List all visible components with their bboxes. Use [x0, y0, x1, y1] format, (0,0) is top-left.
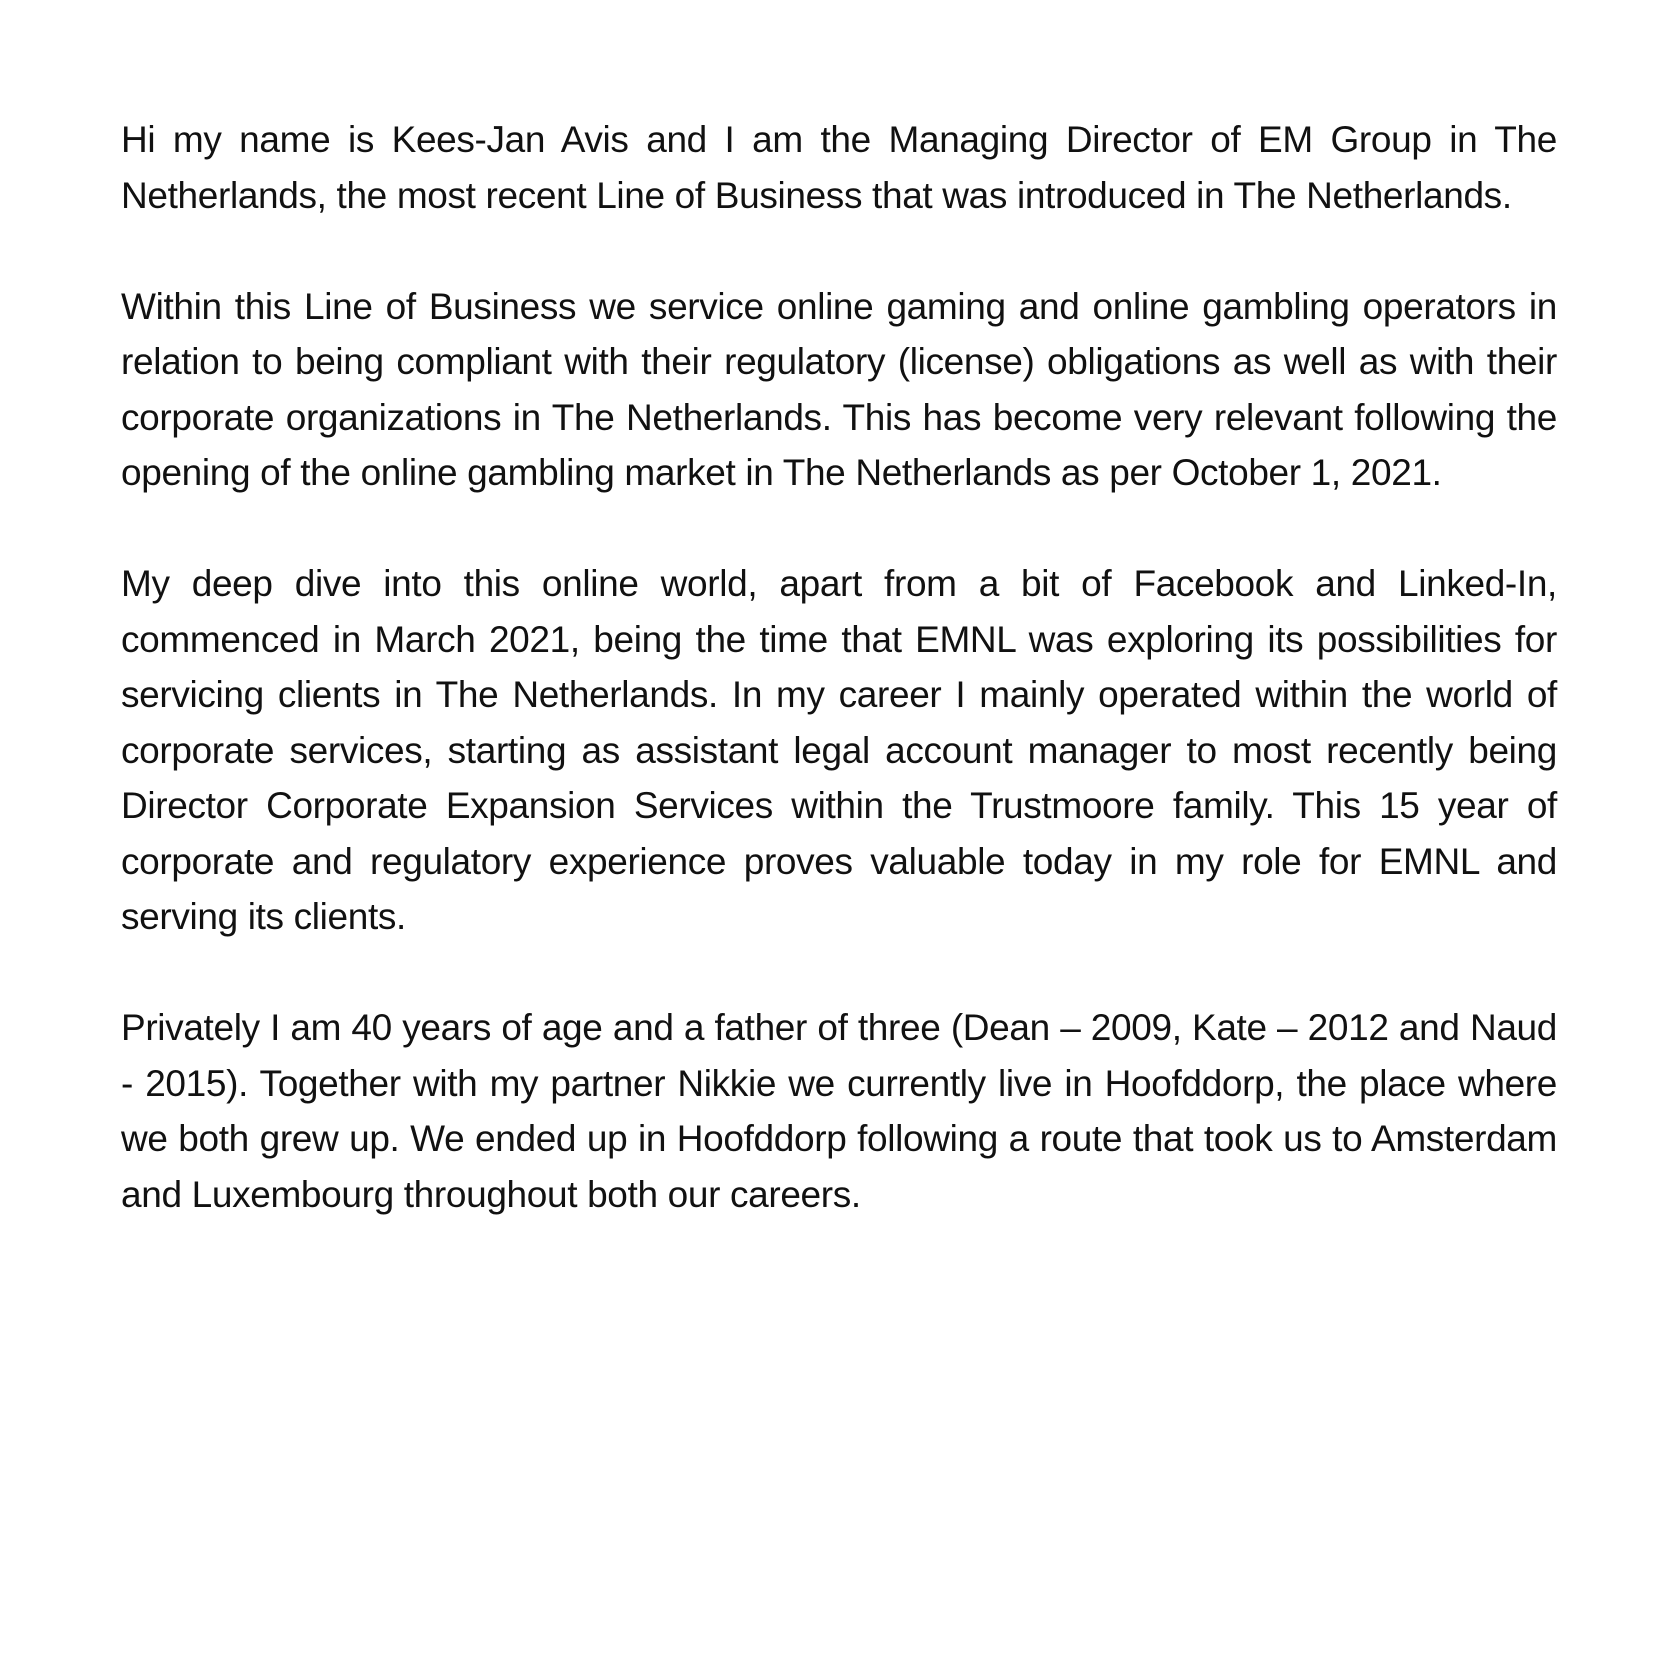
paragraph-private: Privately I am 40 years of age and a father of three (Dean – 2009, Kate – 2012 and Naud - 2015). Together with my partner Nikkie we currently live in Hoofddorp, the place where we both grew up. We ended up in Hoofddorp following a route that took us to Amsterdam and Luxembourg throughout both our careers. — [121, 1007, 1557, 1215]
paragraph-intro: Hi my name is Kees-Jan Avis and I am the Managing Director of EM Group in The Netherlands, the most recent Line of Business that was introduced in The Netherlands. — [121, 119, 1557, 216]
paragraph-line-of-business: Within this Line of Business we service online gaming and online gambling operators in relation to being compliant with their regulatory (license) obligations as well as with their corporate organizations in The Netherlands. This has become very relevant following the opening of the online gambling market in The Netherlands as per October 1, 2021. — [121, 285, 1557, 493]
paragraph-career: My deep dive into this online world, apart from a bit of Facebook and Linked-In, commenced in March 2021, being the time that EMNL was exploring its possibilities for servicing clients in The Netherlands. In my career I mainly operated within the world of corporate services, starting as assistant legal account manager to most recently being Director Corporate Expansion Services within the Trustmoore family. This 15 year of corporate and regulatory experience proves valuable today in my role for EMNL and serving its clients. — [121, 563, 1557, 937]
document-body — [121, 112, 1557, 1222]
